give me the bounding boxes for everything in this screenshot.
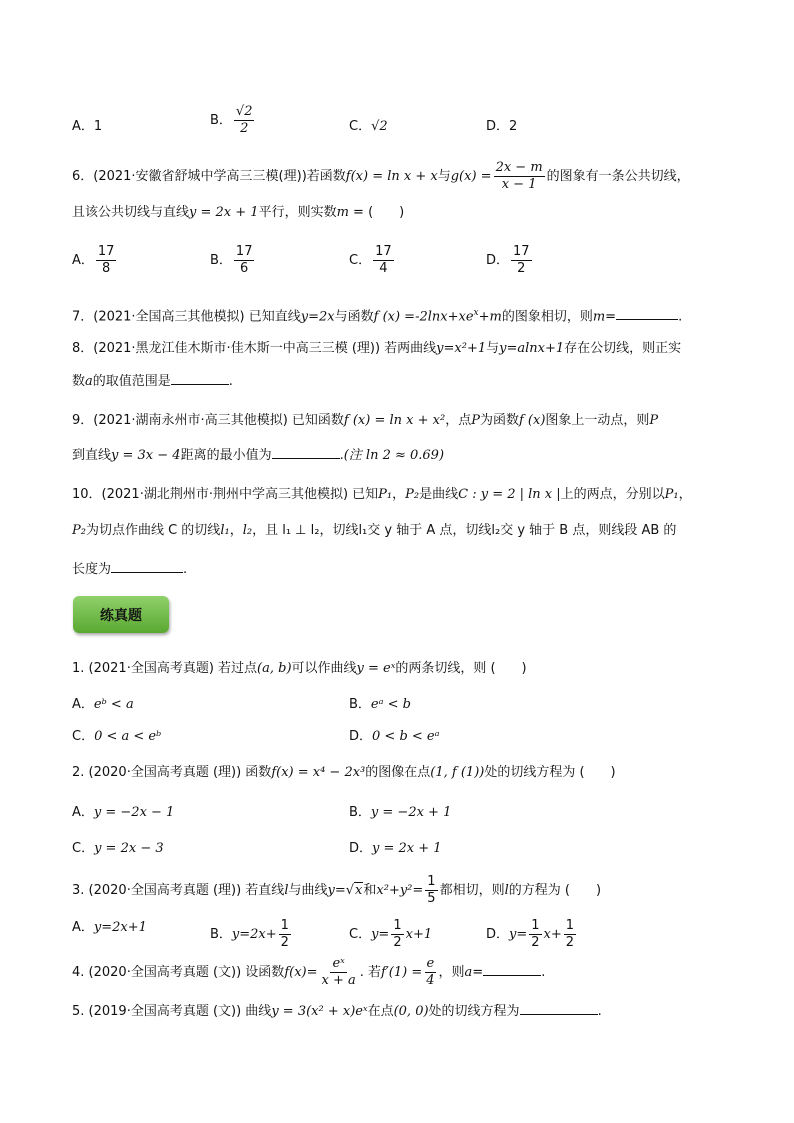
option-label: B． (210, 113, 232, 128)
q5-option-c (349, 118, 388, 136)
fraction-numerator: 17 (375, 244, 392, 259)
option-value: y= (371, 927, 390, 942)
fraction-denominator: 4 (379, 261, 388, 276)
fraction-denominator: 2 (565, 935, 575, 950)
r3-option-a (72, 918, 147, 938)
q10-l2: l₂ (242, 523, 253, 538)
r1-mid: 可以作曲线 (291, 661, 357, 676)
r1-text: 1. (2021·全国高考真题) 若过点 (72, 661, 258, 676)
answer-blank[interactable] (272, 446, 340, 459)
option-value: y = −2x + 1 (370, 805, 452, 820)
option-fraction (511, 244, 532, 277)
q8-mid: 与 (486, 341, 500, 356)
option-label: B． (210, 927, 232, 942)
r1-option-d (349, 728, 440, 746)
q9-mid: ，点 (445, 413, 472, 428)
r1-end: 的两条切线，则 ( ) (395, 661, 527, 676)
q8-line2-text: 数 (72, 374, 86, 389)
fraction-numerator: 2x − m (495, 160, 543, 175)
q10-text: 10．(2021·湖北荆州市·荆州中学高三其他模拟) 已知 (72, 487, 379, 502)
r1-curve: y = eˣ (356, 661, 396, 676)
q9-f2: f (x) (518, 413, 546, 428)
option-label: D． (349, 841, 373, 856)
r2-point: (1, f (1)) (430, 765, 485, 780)
fraction-numerator: √2 (235, 104, 253, 119)
q8-end: 存在公切线，则正实 (564, 341, 682, 356)
r4 (72, 956, 545, 989)
fraction-denominator: 4 (426, 973, 435, 988)
option-value: 0 < a < eᵇ (94, 729, 162, 744)
option-fraction-2 (564, 918, 576, 951)
r4-fprime: f′(1) = (381, 965, 423, 980)
q6-line1 (72, 160, 690, 193)
r3-l2: l (504, 883, 509, 898)
r3-curve2: x²+y²= (376, 883, 424, 898)
fraction-denominator: 2 (517, 261, 526, 276)
fraction-denominator: 8 (102, 261, 111, 276)
r3-text: 3. (2020·全国高考真题 (理)) 若直线 (72, 883, 285, 898)
q9-line2 (72, 446, 444, 465)
r3-option-b (210, 918, 293, 951)
r4-fp-fraction (424, 956, 436, 989)
option-label: C． (349, 119, 372, 134)
q7-eq: = (605, 309, 617, 325)
fraction-numerator: 1 (280, 918, 289, 933)
fraction-denominator: 2 (393, 935, 402, 950)
q8-line1 (72, 340, 681, 358)
q8-curve1: y=x²+1 (436, 341, 487, 356)
answer-blank[interactable] (111, 560, 183, 573)
option-label: D． (486, 927, 510, 942)
q8-var: a (85, 374, 93, 389)
q5-option-b (210, 104, 256, 137)
q9-text: 9．(2021·湖南永州市·高三其他模拟) 已知函数 (72, 413, 344, 428)
fraction-denominator: x + a (321, 973, 356, 988)
q10-line3-text: 长度为 (72, 562, 112, 577)
answer-blank[interactable] (171, 372, 229, 385)
q6-option-d (486, 244, 534, 277)
option-label: B． (210, 253, 232, 268)
option-value-mid: x+ (543, 927, 562, 942)
fraction-numerator: 1 (565, 918, 575, 933)
q9-line1 (72, 412, 658, 430)
r3-end: 都相切，则 (439, 883, 505, 898)
q9-line2-mid: 距离的最小值为 (180, 448, 272, 463)
q8-line2-end: 的取值范围是 (92, 374, 171, 389)
r2-mid: 的图像在点 (365, 765, 431, 780)
q7-text: 7．(2021·全国高三其他模拟) 已知直线 (72, 309, 301, 325)
r4-eq: = (472, 965, 484, 980)
option-label: C． (349, 927, 372, 942)
q9-note: .(注 ln 2 ≈ 0.69) (339, 448, 445, 463)
r2-option-c (72, 840, 164, 858)
q9-mid2: 为函数 (479, 413, 519, 428)
option-value: 2 (509, 119, 518, 134)
q6-g-lhs: g(x) = (450, 169, 492, 184)
q6-line-expr: y = 2x + 1 (189, 205, 259, 220)
fraction-numerator: 1 (393, 918, 402, 933)
q10-mid: 是曲线 (419, 487, 459, 502)
option-label: A． (72, 119, 94, 134)
r3-fraction (425, 874, 437, 907)
q10-sep: ， (392, 487, 406, 502)
option-label: D． (486, 119, 510, 134)
r2-f-expr: f(x) = x⁴ − 2x³ (271, 765, 366, 780)
r5-text: 5. (2019·全国高考真题 (文)) 曲线 (72, 1004, 272, 1019)
r4-f-lhs: f(x)= (284, 965, 318, 980)
q6-mid: 与 (437, 169, 451, 184)
r4-end: ，则 (438, 965, 465, 980)
r3-option-c (349, 918, 432, 951)
fraction-numerator: 1 (531, 918, 540, 933)
q8-line2 (72, 372, 233, 391)
option-value: y=2x+ (231, 927, 277, 942)
q6-line2-text: 且该公共切线与直线 (72, 205, 190, 220)
q5-option-a (72, 118, 102, 136)
option-label: B． (349, 805, 371, 820)
option-value: y= (509, 927, 528, 942)
r3-sqrt: x (355, 883, 363, 898)
q7-line-expr: y=2x (300, 309, 335, 325)
option-fraction (234, 104, 255, 137)
r1-option-a (72, 696, 134, 714)
r4-text: 4. (2020·全国高考真题 (文)) 设函数 (72, 965, 285, 980)
q10-p1: P₁ (378, 487, 393, 502)
r3-curve1: y= (327, 883, 346, 898)
answer-blank[interactable] (483, 963, 541, 976)
q9-line2-text: 到直线 (72, 448, 112, 463)
option-fraction (96, 244, 117, 277)
q10-line3 (72, 560, 187, 579)
r5-end: 处的切线方程为 (428, 1004, 520, 1019)
q6-var: m (336, 205, 349, 220)
fraction-numerator: 17 (97, 244, 115, 259)
q8-curve2: y=alnx+1 (499, 341, 565, 356)
r1-point: (a, b) (257, 661, 292, 676)
r5-mid: 在点 (367, 1004, 394, 1019)
option-value: y = −2x − 1 (93, 805, 175, 820)
option-label: C． (72, 841, 95, 856)
q6-suffix: 的图象有一条公共切线， (546, 169, 690, 184)
q9-point: P (471, 413, 480, 428)
r2-option-b (349, 804, 451, 822)
q9-end: 图象上一动点，则 (545, 413, 650, 428)
fraction-numerator: 17 (513, 244, 530, 259)
q7-period: . (678, 309, 683, 325)
option-value: y=2x+1 (93, 920, 147, 935)
q9-point2: P (649, 413, 659, 428)
r4-var: a (464, 965, 473, 980)
fraction-denominator: 2 (531, 935, 540, 950)
option-label: C． (349, 253, 372, 268)
r4-period: . (541, 965, 546, 980)
r3-l: l (284, 883, 289, 898)
q6-tail: = ( ) (348, 205, 405, 220)
r1 (72, 660, 527, 678)
r2 (72, 764, 616, 782)
q7-mid: 与函数 (334, 309, 374, 325)
r4-mid: . 若 (359, 965, 382, 980)
fraction-numerator: eˣ (332, 956, 345, 971)
option-value-tail: x+1 (405, 927, 433, 942)
r3: 3. (2020·全国高考真题 (理)) 若直线l与曲线y=√x和x²+y²= $\frac{1}{5}$ 都相切，则l的方程为 ( ) (72, 874, 602, 906)
r5-period: . (597, 1004, 602, 1019)
q8-period: . (228, 374, 233, 389)
q9-f-expr: f (x) = ln x + x² (343, 413, 446, 428)
q6-option-a (72, 244, 118, 277)
q6-line2-end: 平行，则实数 (258, 205, 337, 220)
q8-text: 8．(2021·黑龙江佳木斯市·佳木斯一中高三三模 (理)) 若两曲线 (72, 341, 437, 356)
r4-f-fraction (320, 956, 358, 989)
option-value: 1 (93, 119, 103, 134)
q10-l1: l₁ (220, 523, 230, 538)
r3-mid: 与曲线 (288, 883, 328, 898)
option-value: eᵇ < a (93, 697, 134, 712)
q6-g-fraction (494, 160, 545, 193)
option-value: √2 (371, 119, 388, 134)
q10-curve: C : y = 2 | ln x | (458, 487, 561, 502)
q9-line-expr: y = 3x − 4 (111, 448, 181, 463)
q7 (72, 304, 682, 326)
option-fraction (391, 918, 403, 951)
section-button-label: 练真题 (100, 607, 142, 624)
fraction-numerator: e (426, 956, 435, 971)
r2-option-d (349, 840, 442, 858)
fraction-denominator: x − 1 (501, 177, 537, 192)
q10-period: . (183, 562, 188, 577)
option-value: eᵃ < b (370, 697, 411, 712)
option-value: y = 2x − 3 (94, 841, 164, 856)
section-button-practice-real-exam[interactable] (73, 596, 169, 633)
option-value: y = 2x + 1 (372, 841, 442, 856)
fraction-denominator: 6 (240, 261, 249, 276)
option-label: A． (72, 920, 94, 935)
option-fraction (529, 918, 541, 951)
option-fraction (279, 918, 291, 951)
q7-f-expr: f (x) =-2lnx+xe (373, 309, 474, 325)
fraction-numerator: 1 (427, 874, 436, 889)
answer-blank[interactable] (520, 1002, 598, 1015)
option-label: B． (349, 697, 371, 712)
q7-f-sup: x (473, 308, 479, 318)
q6-text: 6．(2021·安徽省舒城中学高三三模(理))若函数 (72, 169, 346, 184)
option-value: 0 < b < eᵃ (372, 729, 440, 744)
r2-text: 2. (2020·全国高考真题 (理)) 函数 (72, 765, 272, 780)
q10-perp: ，且 l₁ ⊥ l₂，切线l₁交 y 轴于 A 点，切线l₂交 y 轴于 B 点，则线段 AB 的 (252, 523, 677, 538)
fraction-denominator: 2 (240, 121, 249, 136)
fraction-denominator: 5 (427, 891, 436, 906)
r3-end2: 的方程为 ( ) (508, 883, 602, 898)
r5-point: (0, 0) (393, 1004, 429, 1019)
fraction-denominator: 2 (280, 935, 289, 950)
q10-line2-text: 为切点作曲线 C 的切线 (85, 523, 221, 538)
q10-end2: ， (678, 487, 692, 502)
q10-end: 上的两点，分别以 (560, 487, 665, 502)
q10-line1 (72, 486, 692, 504)
q6-f-expr: f(x) = ln x + x (345, 169, 438, 184)
q7-var: m (592, 309, 606, 325)
option-label: D． (486, 253, 510, 268)
r5 (72, 1002, 602, 1021)
r2-end: 处的切线方程为 ( ) (484, 765, 616, 780)
r1-option-b (349, 696, 411, 714)
q5-option-d (486, 118, 517, 136)
option-label: C． (72, 729, 95, 744)
answer-blank[interactable] (616, 307, 678, 320)
r2-option-a (72, 804, 174, 822)
r3-mid2: 和 (363, 883, 377, 898)
q6-option-b (210, 244, 256, 277)
q10-p1b: P₁ (664, 487, 679, 502)
option-fraction (373, 244, 394, 277)
option-label: A． (72, 253, 94, 268)
r5-curve: y = 3(x² + x)eˣ (271, 1004, 368, 1019)
q10-line2: P₂为切点作曲线 C 的切线l₁，l₂，且 l₁ ⊥ l₂，切线l₁交 y 轴于 A 点，切线l₂交 y 轴于 B 点，则线段 AB 的 (72, 523, 677, 538)
option-label: A． (72, 805, 94, 820)
q10-p2: P₂ (405, 487, 420, 502)
option-label: A． (72, 697, 94, 712)
fraction-numerator: 17 (235, 244, 253, 259)
r3-option-d (486, 918, 578, 951)
q10-p2b: P₂ (72, 523, 86, 538)
q7-f-tail: +m (478, 309, 502, 325)
q6-line2 (72, 204, 404, 222)
option-fraction (234, 244, 255, 277)
q6-option-c (349, 244, 396, 277)
option-label: D． (349, 729, 373, 744)
r1-option-c (72, 728, 161, 746)
q7-end: 的图象相切，则 (501, 309, 593, 325)
